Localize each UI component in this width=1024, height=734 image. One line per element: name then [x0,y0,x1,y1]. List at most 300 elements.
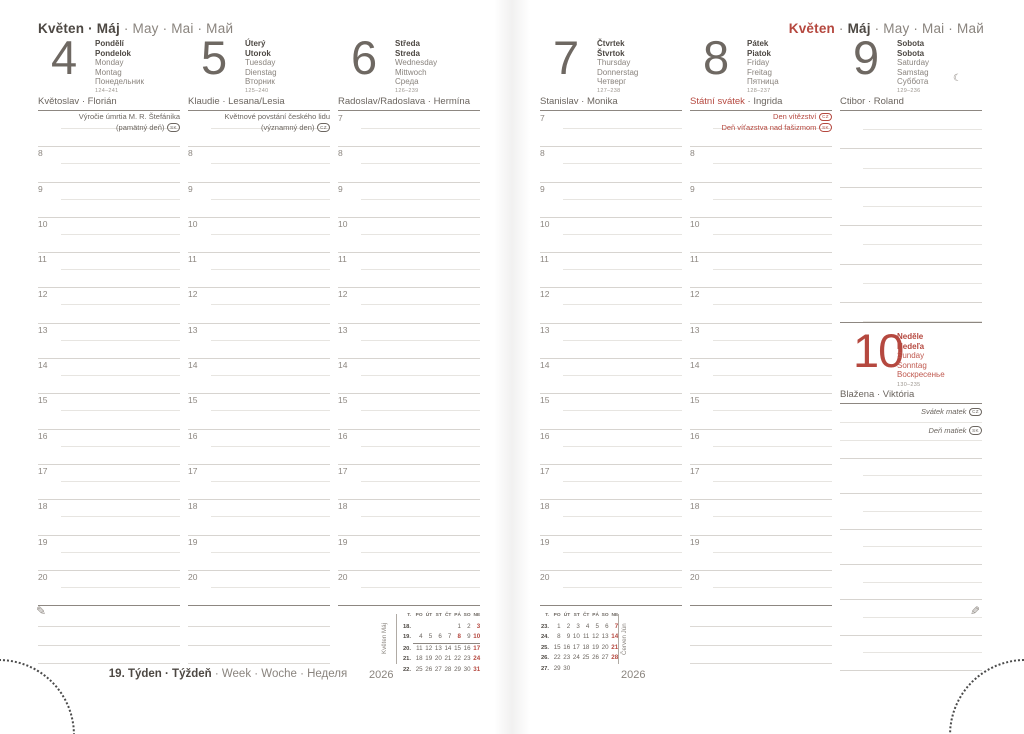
hour-label: 12 [540,289,550,300]
holiday-note-line: Deň víťazstva nad fašizmom SK [721,123,832,134]
writing-line [840,512,982,530]
mini-calendar-date: 6 [605,622,609,630]
mini-calendar-date: 11 [582,633,590,641]
half-hour-line [361,552,480,553]
mini-calendar-week-number: 23. [540,623,549,630]
holiday-note [225,112,330,133]
time-slot [338,146,480,181]
hour-schedule [188,111,330,606]
half-hour-line [361,304,480,305]
hour-label: 14 [188,360,198,371]
pencil-icon: ✎ [36,604,47,618]
holiday-note [79,112,180,133]
time-slot [690,182,832,217]
holiday-note-line: Květnové povstání českého lidu [224,112,330,121]
mini-calendar-date: 2 [467,622,471,630]
hour-label: 19 [188,536,198,547]
mini-calendar-weekday: SO [601,613,609,618]
time-slot [188,570,330,605]
time-slot [690,217,832,252]
mini-calendar-date: 18 [415,655,423,663]
country-badge: SK [167,123,180,131]
day-label-bold: Piatok [747,48,772,58]
half-hour-line [61,481,180,482]
day-label-bold: Neděle [897,332,924,342]
day-label-bold: Pondelok [95,48,132,58]
hour-label: 11 [38,254,47,265]
mini-calendar-week-number: 18. [402,623,411,630]
half-hour-line [713,304,832,305]
time-slot [188,429,330,464]
mini-calendar-weekday: PO [415,613,423,618]
day-label: Saturday [897,58,930,68]
nameday-row [690,96,832,111]
mini-calendar-date: 10 [471,632,481,643]
time-slot [338,111,480,146]
writing-line [840,618,982,636]
hour-label: 17 [38,465,48,476]
time-slot [540,182,682,217]
mini-calendar-date: 3 [476,622,481,630]
half-hour-line [563,481,682,482]
half-hour-line [713,446,832,447]
mini-calendar-date: 1 [557,622,561,630]
mini-calendar-date: 21 [444,655,452,663]
time-slot [38,429,180,464]
mini-calendar-grid [538,611,618,675]
nameday-text: Klaudie · Lesana/Lesia [188,96,285,107]
hour-label: 15 [338,395,348,406]
hour-label: 12 [338,289,348,300]
day-label-bold: Sobota [897,48,925,58]
holiday-note-line: Deň matiek SK [840,423,982,442]
mini-calendar-week-number: 20. [402,645,411,652]
time-slot [690,287,832,322]
mini-calendar-week-number: 21. [402,656,411,663]
day-label-bold: Středa [395,39,420,48]
time-slot [338,393,480,428]
nameday-row [840,389,982,404]
month-header-right [789,21,984,36]
page-gutter [494,0,530,734]
time-slot [188,535,330,570]
time-slot [38,499,180,534]
day-number: 7 [553,31,579,84]
time-slot [38,323,180,358]
mini-calendar-june-year: 2026 [621,669,646,681]
writing-line [863,265,982,284]
day-label: Воскресенье [897,370,945,380]
half-hour-line [713,587,832,588]
day-column-tuesday-5 [188,31,330,664]
day-label: Mittwoch [395,67,427,77]
mini-calendar-date: 24 [572,654,580,662]
mini-calendar-date [580,664,590,675]
day-labels [597,39,638,94]
mini-calendar-date: 10 [572,633,580,641]
mini-calendar-weekday: ST [435,613,442,618]
week-number-footer-light: · Week · Woche · Неделя [211,668,348,680]
day-of-year: 125–240 [245,88,269,95]
half-hour-line [361,234,480,235]
month-header-right-red: Květen [788,21,835,36]
writing-line [840,441,982,459]
day-labels [897,332,945,387]
day-of-year: 130–235 [897,381,921,388]
half-hour-line [713,269,832,270]
day-labels [395,39,437,94]
hour-label: 9 [690,183,695,194]
hour-schedule [690,111,832,606]
mini-calendar-date: 22 [553,654,561,662]
day-column-thursday-7 [540,31,682,606]
hour-label: 9 [38,183,43,194]
half-hour-line [61,199,180,200]
time-slot [38,217,180,252]
time-slot [690,146,832,181]
country-badge: SK [969,426,982,434]
time-slot [690,252,832,287]
writing-line [863,303,982,322]
mini-calendar-week-row [538,632,618,643]
mini-calendar-date: 16 [563,643,571,651]
mini-calendar-date: 30 [463,665,471,673]
day-label-bold: Streda [395,48,420,58]
half-hour-line [563,163,682,164]
day-number: 10 [853,324,904,378]
mini-calendar-weekday: PO [553,613,561,618]
mini-calendar-week-number: 19. [402,634,411,641]
mini-calendar-weekday: PÁ [592,613,599,618]
day-column-monday-4 [38,31,180,664]
hour-label: 16 [690,430,700,441]
sunday-section [840,324,982,671]
week-number-footer-bold: 19. Týden · Týždeň [108,668,212,680]
half-hour-line [361,516,480,517]
hour-label: 16 [540,430,550,441]
mini-calendar-weekday: NE [611,613,619,618]
day-header [840,31,982,96]
mini-calendar-date: 20 [601,643,609,651]
hour-label: 10 [540,218,550,229]
half-hour-line [361,587,480,588]
hour-schedule [338,111,480,606]
mini-calendar-header-row [400,611,480,622]
mini-calendar-date: 1 [457,622,461,630]
time-slot [38,393,180,428]
mini-calendar-may-year: 2026 [369,669,394,681]
mini-calendar-week-row [400,622,480,633]
half-hour-line [61,163,180,164]
holiday-note-line: Svátek matek CZ [840,404,982,423]
day-labels [747,39,779,94]
day-of-year: 129–236 [897,88,921,95]
hour-label: 18 [540,501,550,512]
hour-label: 10 [188,218,198,229]
mini-calendar-date: 31 [473,665,481,673]
time-slot [540,535,682,570]
day-labels [245,39,277,94]
day-label-bold: Úterý [245,39,266,48]
country-badge: CZ [969,408,982,416]
half-hour-line [61,375,180,376]
mini-calendar-date: 2 [566,622,571,630]
half-hour-line [361,269,480,270]
time-slot [540,464,682,499]
half-hour-line [211,199,330,200]
half-hour-line [713,234,832,235]
nameday-text: Ctibor · Roland [840,96,904,107]
mini-calendar-weekday: ÚT [425,613,433,618]
month-header-right-bold: Máj [847,21,871,36]
time-slot [338,217,480,252]
mini-calendar-weekday: ÚT [563,613,571,618]
mini-calendar-date [589,664,599,675]
mini-calendar-date: 5 [423,632,433,643]
day-number: 9 [853,31,879,84]
mini-calendar-date [413,622,423,633]
day-number: 5 [201,31,227,84]
mini-calendar-week-row [538,664,618,675]
country-badge: CZ [317,123,330,131]
hour-label: 8 [338,148,343,159]
time-slot [338,535,480,570]
writing-line [863,565,982,583]
nameday-row [840,96,982,111]
mini-calendar-date: 14 [444,644,452,652]
mini-calendar-corner: T. [545,613,549,618]
half-hour-line [563,269,682,270]
writing-line [690,646,832,664]
writing-line [863,226,982,245]
writing-line [38,646,180,664]
time-slot [338,182,480,217]
hour-label: 7 [540,113,545,123]
half-hour-line [211,234,330,235]
hour-label: 20 [38,571,48,582]
holiday-note-line: (významný den) CZ [225,123,330,134]
time-slot [690,393,832,428]
mini-calendar-corner: T. [407,613,411,618]
half-hour-line [563,340,682,341]
mini-calendar-date: 12 [425,644,433,652]
day-label: Dienstag [245,67,277,77]
mini-calendar-week-number: 22. [402,666,411,673]
mini-calendar-date: 17 [473,644,481,652]
half-hour-line [713,163,832,164]
day-of-year: 127–238 [597,88,621,95]
half-hour-line [563,128,682,129]
writing-line [690,609,832,627]
mini-calendar-weekday: NE [473,613,481,618]
half-hour-line [361,375,480,376]
writing-line [188,627,330,645]
mini-calendar-weekday: SO [463,613,471,618]
mini-calendar-date: 4 [413,632,423,643]
extra-notes-area [690,609,832,664]
mini-calendar-week-number: 26. [540,655,549,662]
hour-label: 13 [540,324,550,335]
hour-label: 12 [188,289,198,300]
half-hour-line [61,234,180,235]
mini-calendar-date [423,622,433,633]
mini-calendar-week-row [538,643,618,654]
half-hour-line [713,375,832,376]
time-slot [188,287,330,322]
time-slot [338,323,480,358]
hour-label: 18 [690,501,700,512]
hour-label: 20 [540,571,550,582]
hour-label: 19 [540,536,550,547]
day-header [690,31,832,96]
mini-calendar-weekday: ČT [444,613,452,618]
half-hour-line [211,481,330,482]
hour-label: 10 [38,218,48,229]
hour-schedule [540,111,682,606]
mini-calendar-date: 24 [473,655,481,663]
day-label: Среда [395,77,419,87]
nameday-text: Květoslav · Florián [38,96,117,107]
month-header-right-light: · May · Mai · Май [870,21,984,36]
saturday-lines [840,111,982,322]
hour-label: 10 [338,218,348,229]
month-header-right-sep: · [834,21,848,36]
half-hour-line [563,587,682,588]
time-slot [540,146,682,181]
writing-line [863,494,982,512]
half-hour-line [563,410,682,411]
nameday-text: Státní svátek [690,96,745,107]
mini-calendar-date: 13 [601,633,609,641]
half-hour-line [713,199,832,200]
country-badge: SK [819,123,832,131]
day-column-friday-8 [690,31,832,664]
extra-notes-area [188,609,330,664]
time-slot [38,111,180,146]
nameday-text: Stanislav · Monika [540,96,618,107]
hour-schedule [38,111,180,606]
day-label: Суббота [897,77,929,87]
half-hour-line [211,587,330,588]
mini-calendar-date: 27 [434,665,442,673]
hour-label: 13 [38,324,48,335]
day-label: Freitag [747,67,772,77]
half-hour-line [61,587,180,588]
mini-calendar-week-row [400,643,480,654]
mini-calendar-date: 18 [582,643,590,651]
hour-label: 17 [338,465,348,476]
time-slot [690,499,832,534]
time-slot [338,464,480,499]
mini-calendar-june-label: Červen Jún [621,623,628,655]
time-slot [188,217,330,252]
mini-calendar-grid [400,611,480,676]
hour-label: 12 [38,289,48,300]
half-hour-line [713,410,832,411]
half-hour-line [563,446,682,447]
day-label-bold: Pondělí [95,39,124,48]
half-hour-line [61,410,180,411]
hour-label: 15 [188,395,198,406]
mini-calendar-week-number: 27. [540,665,549,672]
time-slot [38,358,180,393]
day-label: Пятница [747,77,779,87]
mini-calendar-date: 19 [425,655,433,663]
time-slot [38,287,180,322]
mini-calendar-week-row [400,654,480,665]
time-slot [38,535,180,570]
hour-label: 11 [540,254,549,265]
half-hour-line [211,552,330,553]
half-hour-line [61,552,180,553]
hour-label: 8 [690,148,695,159]
hour-label: 13 [188,324,198,335]
nameday-row [38,96,180,111]
mini-calendar-week-row [538,653,618,664]
half-hour-line [361,199,480,200]
hour-label: 14 [338,360,348,371]
moon-phase-icon: ☾ [953,73,962,84]
day-number: 6 [351,31,377,84]
country-badge: CZ [819,113,832,121]
day-label-bold: Utorok [245,48,271,58]
hour-label: 13 [690,324,700,335]
day-label: Monday [95,58,124,68]
writing-line [690,627,832,645]
mini-calendar-date [570,664,580,675]
hour-label: 16 [188,430,198,441]
time-slot [38,252,180,287]
day-header [38,31,180,96]
day-label: Понедельник [95,77,144,87]
writing-line [863,111,982,130]
hour-label: 19 [690,536,700,547]
writing-line [840,547,982,565]
hour-label: 14 [690,360,700,371]
month-header-left-light: · May · Mai · Май [119,21,234,36]
nameday-text: Radoslav/Radoslava · Hermína [338,96,471,107]
day-label-bold: Pátek [747,39,769,48]
time-slot [540,323,682,358]
half-hour-line [361,446,480,447]
hour-label: 15 [540,395,550,406]
nameday-row [188,96,330,111]
day-column-wednesday-6 [338,31,480,606]
time-slot [540,429,682,464]
time-slot [188,146,330,181]
hour-label: 11 [690,254,699,265]
half-hour-line [361,340,480,341]
time-slot [540,499,682,534]
time-slot [338,358,480,393]
hour-label: 14 [38,360,48,371]
time-slot [690,535,832,570]
day-of-year: 124–241 [95,88,119,95]
writing-line [840,169,982,188]
half-hour-line [563,304,682,305]
day-label-bold: Nedeľa [897,341,925,351]
half-hour-line [61,446,180,447]
hour-label: 8 [540,148,545,159]
half-hour-line [211,516,330,517]
day-label-bold: Sobota [897,39,925,48]
hour-label: 17 [540,465,550,476]
time-slot [38,570,180,605]
mini-calendar-date: 28 [444,665,452,673]
hour-label: 18 [38,501,48,512]
time-slot [188,323,330,358]
hour-label: 13 [338,324,348,335]
